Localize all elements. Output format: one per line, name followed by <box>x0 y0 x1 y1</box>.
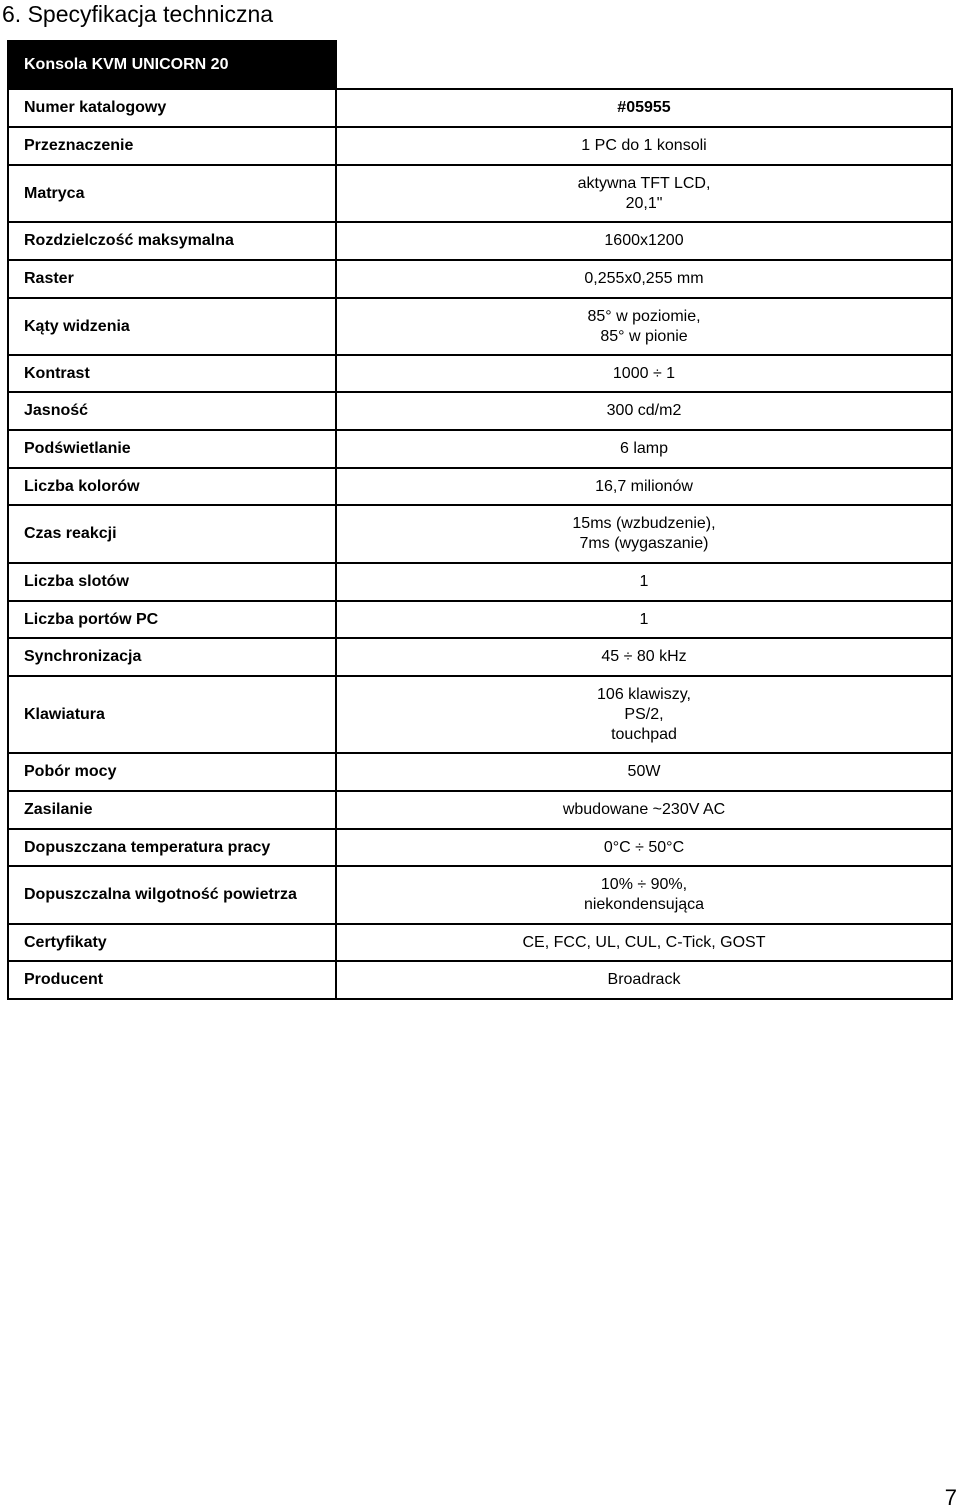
spec-value: aktywna TFT LCD, 20,1" <box>336 165 952 222</box>
spec-label: Certyfikaty <box>8 924 336 961</box>
spec-row-catalog-number <box>8 89 952 127</box>
spec-label: Kontrast <box>8 355 336 392</box>
spec-value: 50W <box>336 753 952 791</box>
spec-row-brightness <box>8 392 952 430</box>
spec-value: #05955 <box>336 89 952 127</box>
spec-row-power-supply <box>8 791 952 829</box>
spec-label: Podświetlanie <box>8 430 336 468</box>
spec-table <box>7 40 953 1000</box>
spec-label: Matryca <box>8 165 336 222</box>
spec-label: Raster <box>8 260 336 298</box>
spec-row-power-consumption <box>8 753 952 791</box>
spec-value: 45 ÷ 80 kHz <box>336 638 952 676</box>
table-header-row <box>8 41 952 89</box>
spec-row-certificates <box>8 924 952 961</box>
spec-row-sync <box>8 638 952 676</box>
page-number: 7 <box>944 1485 957 1510</box>
spec-label: Kąty widzenia <box>8 298 336 355</box>
spec-row-keyboard <box>8 676 952 753</box>
spec-value: 0°C ÷ 50°C <box>336 829 952 866</box>
spec-row-max-resolution <box>8 222 952 260</box>
spec-row-colors <box>8 468 952 505</box>
spec-label: Dopuszczana temperatura pracy <box>8 829 336 866</box>
table-header-blank <box>336 41 952 89</box>
spec-label: Dopuszczalna wilgotność powietrza <box>8 866 336 924</box>
spec-label: Zasilanie <box>8 791 336 829</box>
spec-row-operating-temperature <box>8 829 952 866</box>
spec-row-pc-ports <box>8 601 952 638</box>
spec-row-manufacturer <box>8 961 952 999</box>
spec-value: 300 cd/m2 <box>336 392 952 430</box>
spec-label: Liczba slotów <box>8 563 336 601</box>
spec-value: 1 <box>336 601 952 638</box>
spec-value: 10% ÷ 90%, niekondensująca <box>336 866 952 924</box>
spec-value: 1000 ÷ 1 <box>336 355 952 392</box>
spec-value: 1 <box>336 563 952 601</box>
spec-label: Czas reakcji <box>8 505 336 563</box>
spec-row-backlight <box>8 430 952 468</box>
spec-label: Producent <box>8 961 336 999</box>
spec-label: Synchronizacja <box>8 638 336 676</box>
spec-row-response-time <box>8 505 952 563</box>
spec-label: Klawiatura <box>8 676 336 753</box>
spec-row-raster <box>8 260 952 298</box>
spec-value: 16,7 milionów <box>336 468 952 505</box>
spec-label: Liczba portów PC <box>8 601 336 638</box>
spec-value: 106 klawiszy, PS/2, touchpad <box>336 676 952 753</box>
spec-value: wbudowane ~230V AC <box>336 791 952 829</box>
spec-value: 0,255x0,255 mm <box>336 260 952 298</box>
spec-value: 1 PC do 1 konsoli <box>336 127 952 165</box>
spec-label: Jasność <box>8 392 336 430</box>
spec-row-contrast <box>8 355 952 392</box>
spec-value: 6 lamp <box>336 430 952 468</box>
table-title: Konsola KVM UNICORN 20 <box>8 41 336 89</box>
spec-value: 15ms (wzbudzenie), 7ms (wygaszanie) <box>336 505 952 563</box>
spec-row-slots <box>8 563 952 601</box>
spec-row-humidity <box>8 866 952 924</box>
spec-value: CE, FCC, UL, CUL, C-Tick, GOST <box>336 924 952 961</box>
spec-value: 1600x1200 <box>336 222 952 260</box>
spec-label: Liczba kolorów <box>8 468 336 505</box>
spec-row-viewing-angles <box>8 298 952 355</box>
spec-label: Rozdzielczość maksymalna <box>8 222 336 260</box>
spec-label: Numer katalogowy <box>8 89 336 127</box>
spec-row-purpose <box>8 127 952 165</box>
spec-label: Przeznaczenie <box>8 127 336 165</box>
spec-label: Pobór mocy <box>8 753 336 791</box>
spec-value: Broadrack <box>336 961 952 999</box>
spec-row-matrix <box>8 165 952 222</box>
section-heading: 6. Specyfikacja techniczna <box>2 1 274 27</box>
spec-value: 85° w poziomie, 85° w pionie <box>336 298 952 355</box>
